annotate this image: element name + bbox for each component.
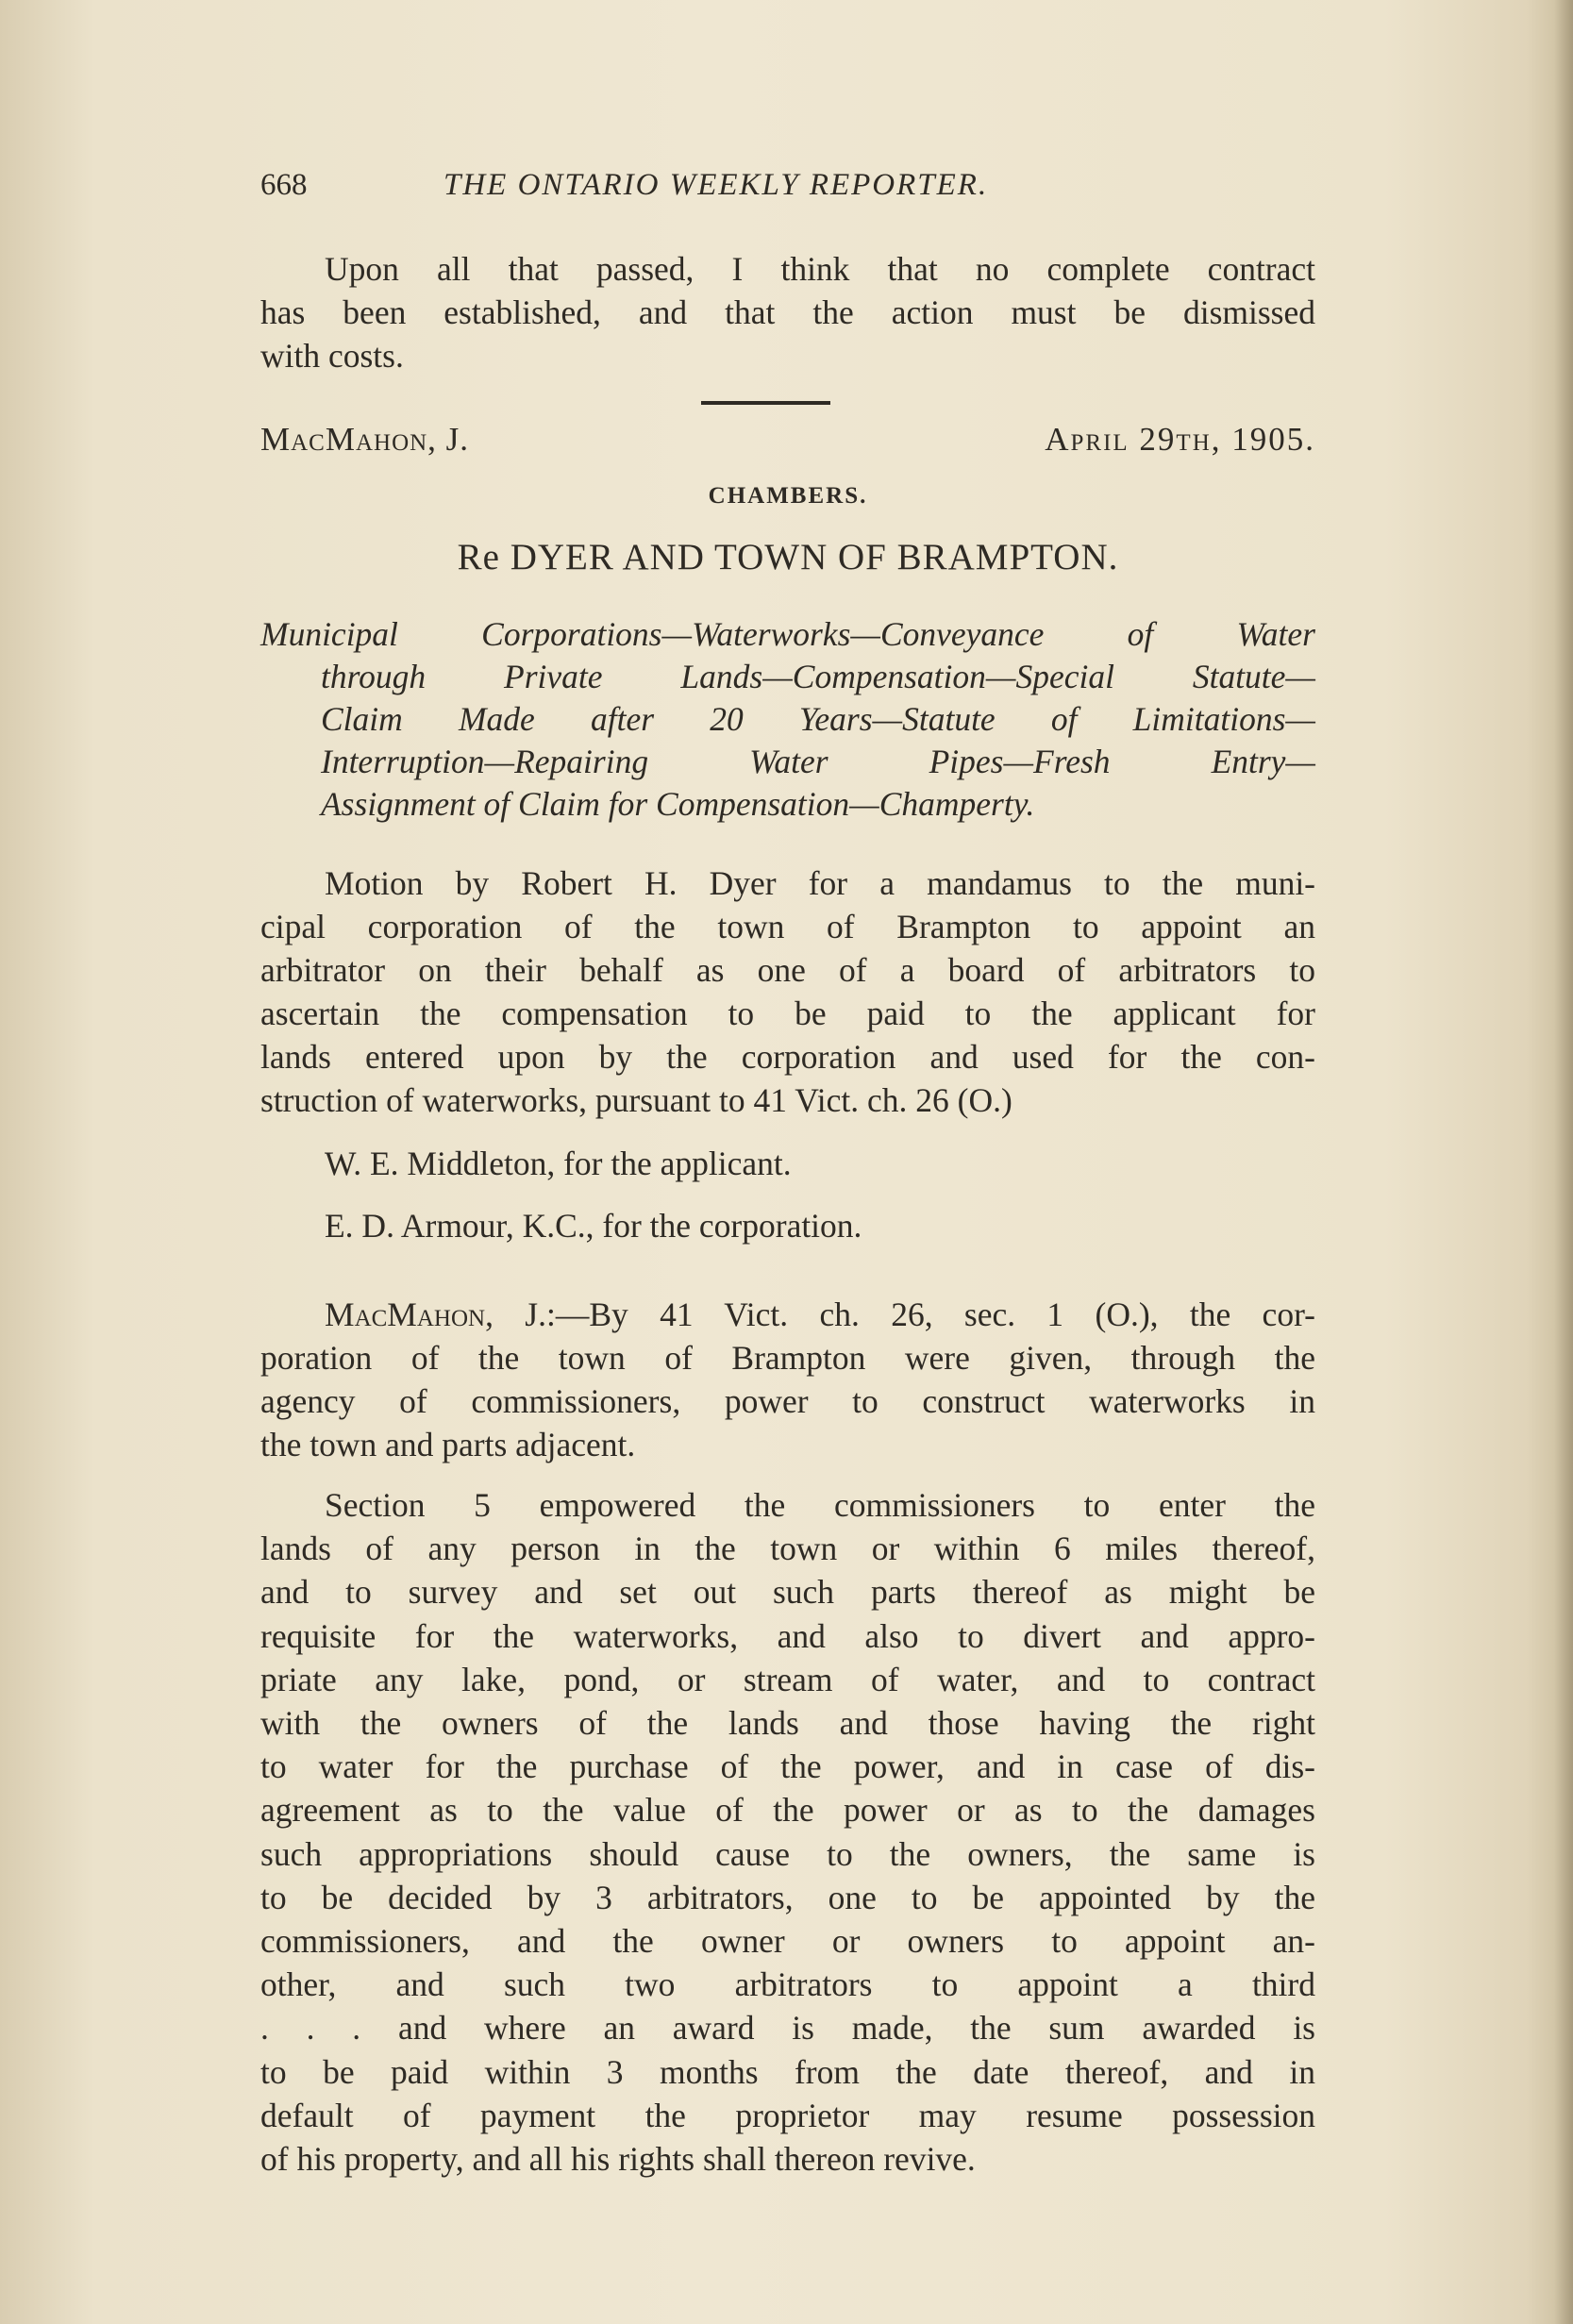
- text-line: struction of waterworks, pursuant to 41 Vict. ch. 26 (O.): [260, 1081, 1012, 1119]
- case-judge-date-line: [260, 421, 1315, 466]
- text-line: cipal corporation of the town of Brampton to appoint an: [260, 908, 1315, 945]
- text-line: such appropriations should cause to the owners, the same is: [260, 1834, 1315, 1873]
- text-line: lands of any person in the town or within 6 miles thereof,: [260, 1530, 1315, 1568]
- page-number: 668: [260, 168, 308, 202]
- court-name: CHAMBERS.: [708, 483, 868, 509]
- text-line: with the owners of the lands and those having the right: [260, 1704, 1315, 1743]
- text-line: ascertain the compensation to be paid to the applicant for: [260, 995, 1315, 1032]
- text-line: agency of commissioners, power to construct waterworks in: [260, 1382, 1315, 1420]
- page-edge-shadow: [1554, 0, 1573, 2324]
- text-line: priate any lake, pond, or stream of water, and to contract: [260, 1660, 1315, 1698]
- text-line: . . . and where an award is made, the sum awarded is: [260, 2009, 1315, 2048]
- text-line: agreement as to the value of the power or as to the damages: [260, 1791, 1315, 1830]
- counsel-applicant: W. E. Middleton, for the applicant.: [325, 1145, 792, 1182]
- text-line: to be decided by 3 arbitrators, one to be appointed by the: [260, 1878, 1315, 1916]
- text-line: of his property, and all his rights shall thereon revive.: [260, 2140, 976, 2179]
- text-line: Section 5 empowered the commissioners to enter the: [325, 1486, 1315, 1524]
- headnote-line: Municipal Corporations—Waterworks—Conveyance of Water: [260, 615, 1315, 653]
- text-line: with costs.: [260, 337, 404, 375]
- judgment-first-line: :—By 41 Vict. ch. 26, sec. 1 (O.), the cor-: [545, 1296, 1315, 1333]
- decision-date: April 29th, 1905.: [1045, 421, 1315, 458]
- section-divider: [701, 401, 830, 405]
- text-line: Motion by Robert H. Dyer for a mandamus to the muni-: [325, 864, 1315, 902]
- judgment-judge-name: MacMahon, J.: [325, 1296, 546, 1333]
- text-line: commissioners, and the owner or owners to appoint an-: [260, 1922, 1315, 1961]
- counsel-corporation: E. D. Armour, K.C., for the corporation.: [325, 1207, 862, 1245]
- motion-paragraph: [260, 861, 1315, 1122]
- headnote-line: Assignment of Claim for Compensation—Champerty.: [321, 785, 1035, 823]
- text-line: other, and such two arbitrators to appoint a third: [260, 1965, 1315, 2004]
- text-line: requisite for the waterworks, and also to divert and appro-: [260, 1616, 1315, 1655]
- headnote: [260, 613, 1315, 826]
- text-line: and to survey and set out such parts thereof as might be: [260, 1573, 1315, 1612]
- opening-paragraph: [260, 247, 1315, 377]
- judgment-paragraph: [260, 1293, 1315, 1466]
- section5-paragraph: [260, 1483, 1315, 2181]
- headnote-line: Claim Made after 20 Years—Statute of Limitations—: [321, 700, 1315, 738]
- headnote-line: through Private Lands—Compensation—Special Statute—: [321, 658, 1315, 695]
- running-head: [260, 168, 1315, 209]
- journal-title: THE ONTARIO WEEKLY REPORTER.: [443, 168, 989, 202]
- text-line: default of payment the proprietor may resume possession: [260, 2096, 1315, 2134]
- text-line: Upon all that passed, I think that no complete contract: [325, 250, 1315, 288]
- text-line: lands entered upon by the corporation and used for the con-: [260, 1038, 1315, 1076]
- text-line: to water for the purchase of the power, and in case of dis-: [260, 1747, 1315, 1786]
- text-line: arbitrator on their behalf as one of a board of arbitrators to: [260, 951, 1315, 989]
- text-line: the town and parts adjacent.: [260, 1426, 636, 1463]
- case-title: Re DYER AND TOWN OF BRAMPTON.: [457, 537, 1119, 577]
- text-line: has been established, and that the action must be dismissed: [260, 293, 1315, 331]
- judge-name: MacMahon, J.: [260, 421, 470, 458]
- text-line: to be paid within 3 months from the date thereof, and in: [260, 2052, 1315, 2091]
- text-line: poration of the town of Brampton were given, through the: [260, 1339, 1315, 1377]
- headnote-line: Interruption—Repairing Water Pipes—Fresh Entry—: [321, 743, 1315, 780]
- text-line: [260, 1293, 1315, 1336]
